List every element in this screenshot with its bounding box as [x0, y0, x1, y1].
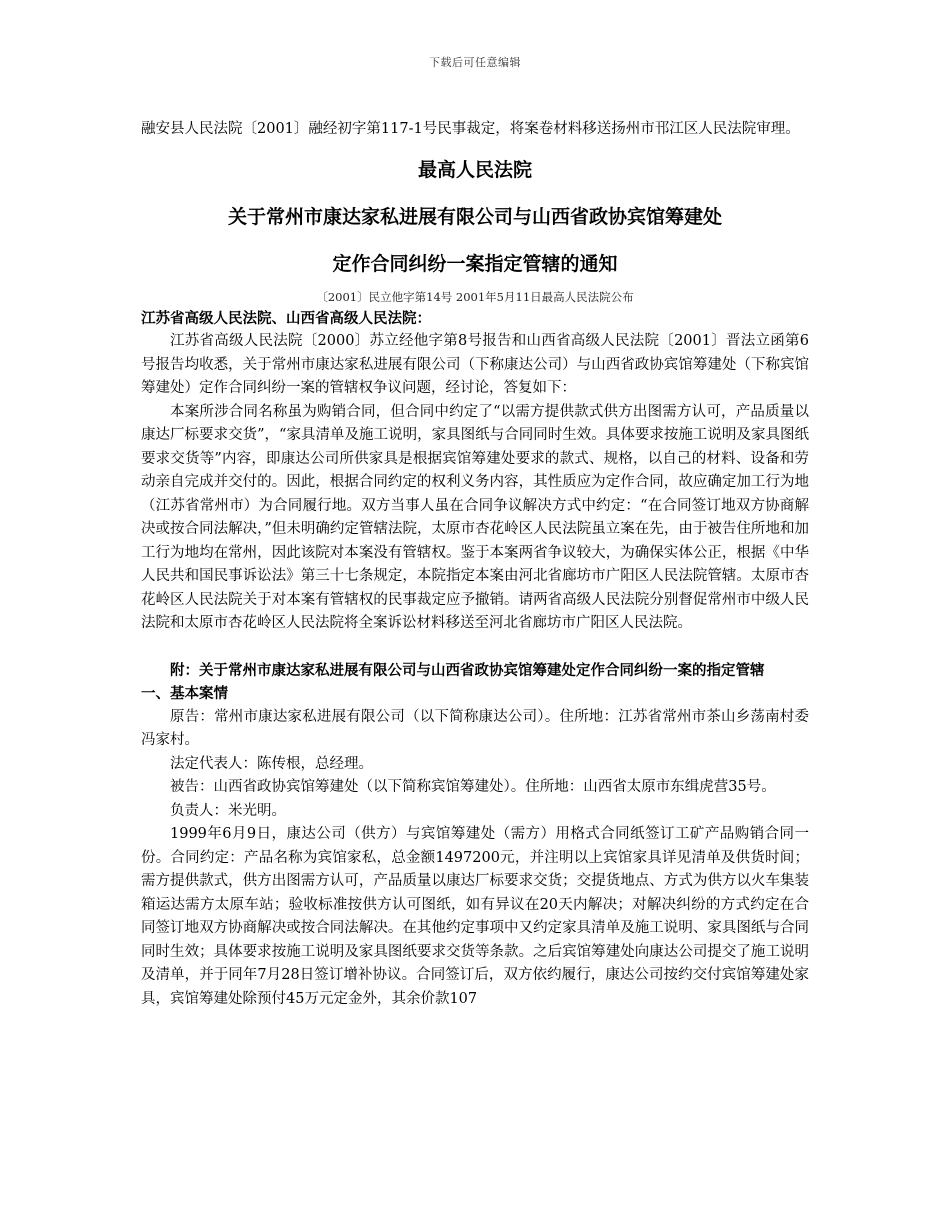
addressee: 江苏省高级人民法院、山西省高级人民法院：: [141, 309, 431, 327]
plaintiff-paragraph: 原告：常州市康达家私进展有限公司（以下简称康达公司）。住所地：江苏省常州市茶山乡荡南村委冯家村。: [141, 708, 809, 748]
document-body: [141, 118, 809, 1011]
header-note: 下载后可任意编辑: [429, 56, 521, 69]
continuation-paragraph: 融安县人民法院〔2001〕融经初字第117-1号民事裁定，将案卷材料移送扬州市邗江区人民法院审理。: [141, 121, 800, 137]
appendix-title: 附：关于常州市康达家私进展有限公司与山西省政协宾馆筹建处定作合同纠纷一案的指定管辖: [170, 661, 765, 679]
spacer: [141, 636, 809, 659]
document-title-line-3: 定作合同纠纷一案指定管辖的通知: [332, 252, 618, 275]
issue-line: 〔2001〕民立他字第14号 2001年5月11日最高人民法院公布: [316, 289, 634, 304]
facts-paragraph: 1999年6月9日，康达公司（供方）与宾馆筹建处（需方）用格式合同纸签订工矿产品购销合同一份。合同约定：产品名称为宾馆家私，总金额1497200元，并注明以上宾馆家具详见清单及供货时间；需方提供款式，供方出图需方认可，产品质量以康达厂标要求交货；交提货地点、方式为供方以火车集装箱运达需方太原车站；验收标准按供方认可图纸，如有异议在20天内解决；对解决纠纷的方式约定在合同签订地双方协商解决或按合同法解决。在其他约定事项中又约定家具清单及施工说明、家具图纸与合同同时生效；具体要求按施工说明及家具图纸要求交货等条款。之后宾馆筹建处向康达公司提交了施工说明及清单，并于同年7月28日签订增补协议。合同签订后，双方依约履行，康达公司按约交付宾馆筹建处家具，宾馆筹建处除预付45万元定金外，其余价款107: [141, 826, 809, 1007]
section-heading-basic-facts: 一、基本案情: [141, 685, 228, 702]
legal-representative: 法定代表人：陈传根，总经理。: [170, 755, 373, 772]
body-paragraph-2: 本案所涉合同名称虽为购销合同，但合同中约定了“以需方提供款式供方出图需方认可，产品质量以康达厂标要求交货”，“家具清单及施工说明，家具图纸与合同同时生效。具体要求按施工说明及家具图纸要求交货等”内容，即康达公司所供家具是根据宾馆筹建处要求的款式、规格，以自己的材料、设备和劳动亲自完成并交付的。因此，根据合同约定的权利义务内容，其性质应为定作合同，故应确定加工行为地（江苏省常州市）为合同履行地。双方当事人虽在合同争议解决方式中约定：“在合同签订地双方协商解决或按合同法解决，”但未明确约定管辖法院，太原市杏花岭区人民法院虽立案在先，由于被告住所地和加工行为地均在常州，因此该院对本案没有管辖权。鉴于本案两省争议较大，为确保实体公正，根据《中华人民共和国民事诉讼法》第三十七条规定，本院指定本案由河北省廊坊市广阳区人民法院管辖。太原市杏花岭区人民法院关于对本案有管辖权的民事裁定应予撤销。请两省高级人民法院分别督促常州市中级人民法院和太原市杏花岭区人民法院将全案诉讼材料移送至河北省廊坊市广阳区人民法院。: [141, 403, 809, 631]
document-title-line-1: 最高人民法院: [417, 158, 532, 181]
document-title-line-2: 关于常州市康达家私进展有限公司与山西省政协宾馆筹建处: [227, 205, 722, 228]
defendant-paragraph: 被告：山西省政协宾馆筹建处（以下简称宾馆筹建处）。住所地：山西省太原市东缉虎营35号。: [170, 779, 776, 795]
responsible-person: 负责人：米光明。: [170, 802, 286, 819]
body-paragraph-1: 江苏省高级人民法院〔2000〕苏立经他字第8号报告和山西省高级人民法院〔2001〕晋法立函第6号报告均收悉，关于常州市康达家私进展有限公司（下称康达公司）与山西省政协宾馆筹建处（下称宾馆筹建处）定作合同纠纷一案的管辖权争议问题，经讨论，答复如下：: [141, 333, 809, 396]
